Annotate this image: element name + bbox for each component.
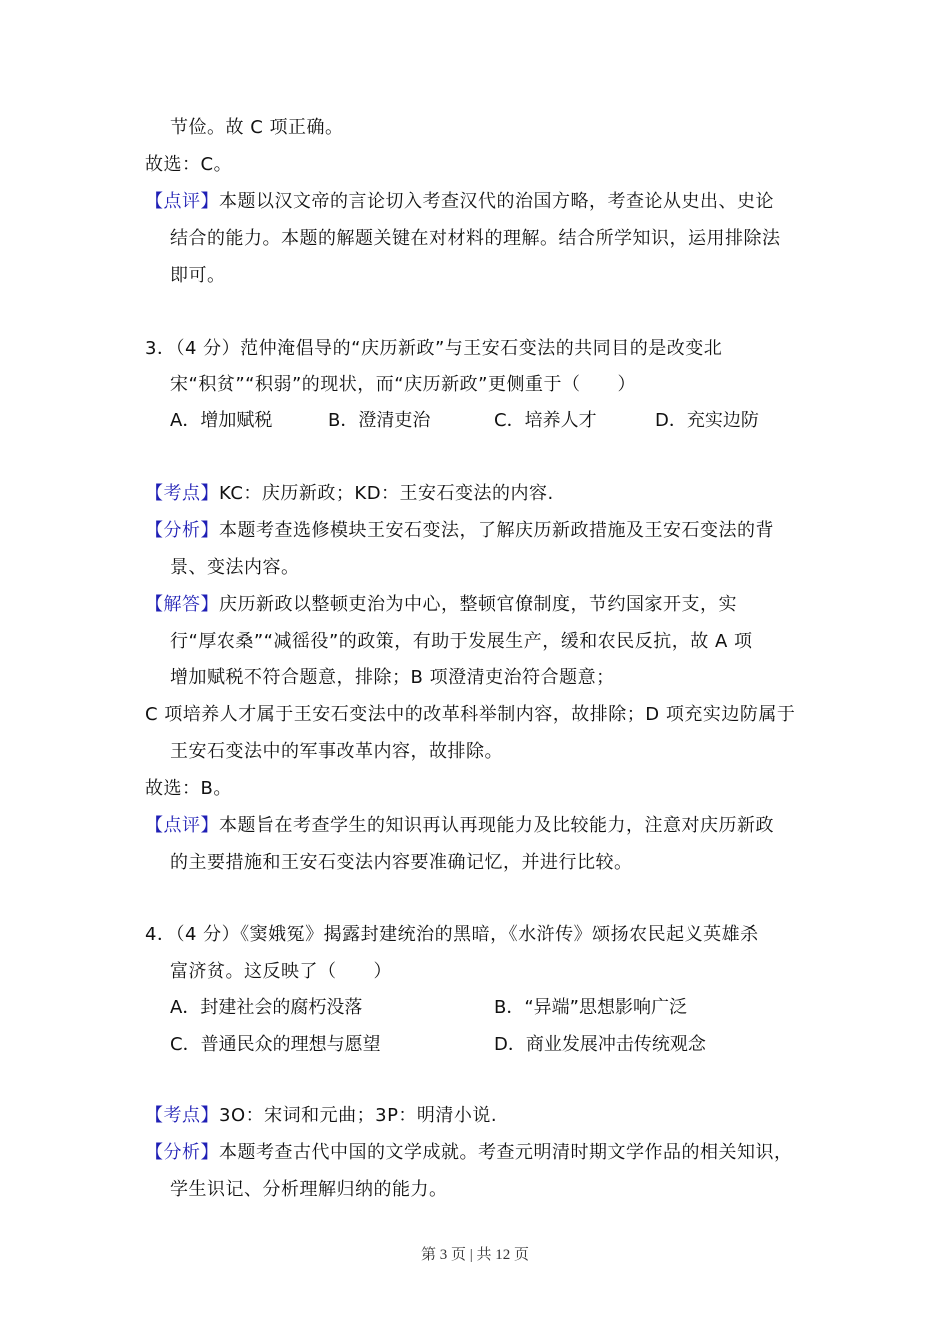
review-tag: 【点评】 bbox=[145, 815, 219, 836]
q3-jieda-text: 庆历新政以整顿吏治为中心，整顿官僚制度，节约国家开支，实 bbox=[219, 594, 737, 615]
q4-kaodian-text: 3O：宋词和元曲；3P：明清小说. bbox=[219, 1105, 498, 1126]
page-footer: 第 3 页 | 共 12 页 bbox=[420, 1247, 529, 1263]
q2-answer: 故选：C。 bbox=[145, 154, 233, 175]
q3-jieda-line3: 增加赋税不符合题意，排除；B 项澄清吏治符合题意； bbox=[170, 667, 615, 688]
q4-option-a: A．封建社会的腐朽没落 bbox=[170, 997, 363, 1018]
q2-review-line3: 即可。 bbox=[170, 265, 226, 286]
kaodian-tag: 【考点】 bbox=[145, 483, 219, 504]
q4-kaodian bbox=[145, 1104, 497, 1128]
q3-fenxi-line1 bbox=[145, 519, 774, 543]
fenxi-tag: 【分析】 bbox=[145, 520, 219, 541]
q2-review-line2: 结合的能力。本题的解题关键在对材料的理解。结合所学知识，运用排除法 bbox=[170, 228, 781, 249]
q4-fenxi-text: 本题考查古代中国的文学成就。考查元明清时期文学作品的相关知识， bbox=[219, 1142, 793, 1163]
q3-option-c: C．培养人才 bbox=[494, 410, 597, 431]
q3-jieda-line1 bbox=[145, 593, 737, 617]
q2-explanation-tail: 节俭。故 C 项正确。 bbox=[170, 117, 344, 138]
fenxi-tag: 【分析】 bbox=[145, 1142, 219, 1163]
q3-option-b: B．澄清吏治 bbox=[328, 410, 431, 431]
q3-review-line2: 的主要措施和王安石变法内容要准确记忆，并进行比较。 bbox=[170, 852, 633, 873]
q3-option-d: D．充实边防 bbox=[655, 410, 759, 431]
q2-review-text: 本题以汉文帝的言论切入考查汉代的治国方略，考查论从史出、史论 bbox=[219, 191, 774, 212]
q3-stem-line2: 宋“积贫”“积弱”的现状，而“庆历新政”更侧重于（ ） bbox=[170, 374, 636, 395]
q4-stem-line1: 4．（4 分）《窦娥冤》揭露封建统治的黑暗，《水浒传》颂扬农民起义英雄杀 bbox=[145, 924, 759, 945]
q3-kaodian bbox=[145, 482, 554, 506]
q4-fenxi-line1 bbox=[145, 1141, 793, 1165]
review-tag: 【点评】 bbox=[145, 191, 219, 212]
q3-answer: 故选：B。 bbox=[145, 778, 232, 799]
q3-jieda-line2: 行“厚农桑”“减徭役”的政策，有助于发展生产，缓和农民反抗，故 A 项 bbox=[170, 631, 753, 652]
q4-option-d: D．商业发展冲击传统观念 bbox=[494, 1034, 706, 1055]
q4-option-b: B．“异端”思想影响广泛 bbox=[494, 997, 687, 1018]
q3-fenxi-line2: 景、变法内容。 bbox=[170, 557, 300, 578]
q3-review-text: 本题旨在考查学生的知识再认再现能力及比较能力，注意对庆历新政 bbox=[219, 815, 774, 836]
q3-review-line1 bbox=[145, 814, 774, 838]
q3-jieda-line5: 王安石变法中的军事改革内容，故排除。 bbox=[170, 741, 503, 762]
jieda-tag: 【解答】 bbox=[145, 594, 219, 615]
q4-stem-line2: 富济贫。这反映了（ ） bbox=[170, 961, 392, 982]
q3-fenxi-text: 本题考查选修模块王安石变法，了解庆历新政措施及王安石变法的背 bbox=[219, 520, 774, 541]
kaodian-tag: 【考点】 bbox=[145, 1105, 219, 1126]
q4-option-c: C．普通民众的理想与愿望 bbox=[170, 1034, 381, 1055]
q3-jieda-line4: C 项培养人才属于王安石变法中的改革科举制内容，故排除；D 项充实边防属于 bbox=[145, 704, 796, 725]
q3-kaodian-text: KC：庆历新政；KD：王安石变法的内容. bbox=[219, 483, 554, 504]
q3-option-a: A．增加赋税 bbox=[170, 410, 273, 431]
q3-stem-line1: 3．（4 分）范仲淹倡导的“庆历新政”与王安石变法的共同目的是改变北 bbox=[145, 338, 723, 359]
q4-fenxi-line2: 学生识记、分析理解归纳的能力。 bbox=[170, 1179, 448, 1200]
q2-review-line1 bbox=[145, 190, 774, 214]
